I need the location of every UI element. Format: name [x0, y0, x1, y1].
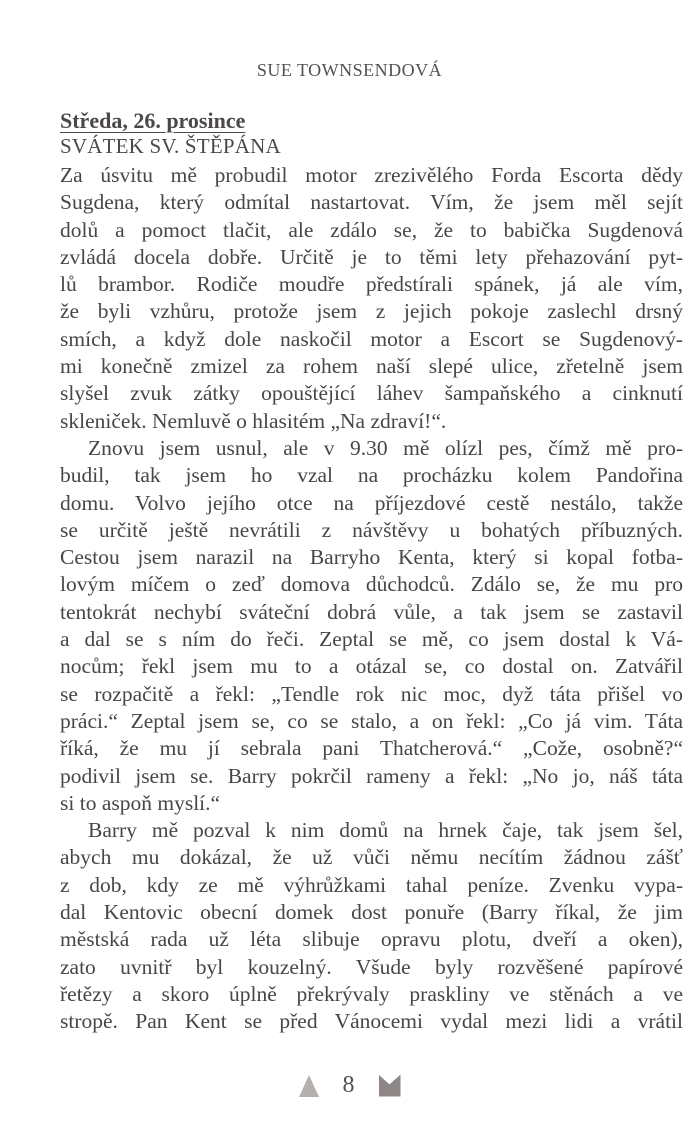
- text-line: stropě. Pan Kent se před Vánocemi vydal mezi lidi a vrátil: [60, 1009, 683, 1034]
- text-line: Za úsvitu mě probudil motor zrezivělého Forda Escorta dědy: [60, 163, 683, 187]
- diary-entry-date: Středa, 26. prosince: [60, 108, 246, 133]
- text-line: že byli vzhůru, protože jsem z jejich pokoje zaslechl drsný: [60, 299, 683, 324]
- text-line: lovým míčem o zeď domova důchodců. Zdálo se, že mu pro: [60, 572, 683, 597]
- text-line: Barry mě pozval k nim domů na hrnek čaje, tak jsem šel,: [88, 818, 683, 843]
- text-line: abych mu dokázal, že už vůči němu necítím žádnou zášť: [60, 845, 683, 870]
- text-line: říká, že mu jí sebrala pani Thatcherová.“ „Cože, osobně?“: [60, 736, 683, 761]
- text-line: městská rada už léta slibuje opravu plotu, dveří a oken),: [60, 927, 683, 952]
- text-line: zvládá docela dobře. Určitě je to těmi lety přehazování pyt-: [60, 244, 683, 269]
- text-line: skleniček. Nemluvě o hlasitém „Na zdraví!“.: [60, 408, 447, 433]
- text-line: řetězy a skoro úplně překrývaly praskliny ve stěnách a ve: [60, 981, 683, 1006]
- page-number: 8: [342, 1072, 355, 1098]
- text-line: budil, tak jsem ho vzal na procházku kolem Pandořina: [60, 463, 683, 488]
- text-line: dolů a pomoct tlačit, ale zdálo se, že to babička Sugdenová: [60, 217, 683, 242]
- text-line: dal Kentovic obecní domek dost ponuře (Barry říkal, že jim: [60, 900, 683, 925]
- text-line: mi konečně zmizel za rohem naší slepé ulice, zřetelně jsem: [60, 354, 683, 379]
- text-line: lů brambor. Rodiče moudře předstírali spánek, já ale vím,: [60, 272, 683, 297]
- text-line: smích, a když dole naskočil motor a Escort se Sugdenový-: [60, 326, 683, 351]
- text-line: Sugdena, který odmítal nastartovat. Vím, že jsem měl sejít: [60, 190, 683, 215]
- body-text: [60, 162, 683, 1036]
- text-line: domu. Volvo jejího otce na příjezdové cestě nestálo, takže: [60, 490, 683, 515]
- text-line: a dal se s ním do řeči. Zeptal se mě, co jsem dostal k Vá-: [60, 627, 683, 652]
- text-line: zato uvnitř byl kouzelný. Všude byly rozvěšené papírové: [60, 954, 683, 979]
- text-line: slyšel zvuk zátky opouštějící láhev šampaňského a cinknutí: [60, 381, 683, 406]
- diary-entry-subtitle: SVÁTEK SV. ŠTĚPÁNA: [60, 134, 281, 158]
- text-line: tentokrát nechybí sváteční dobrá vůle, a tak jsem se zastavil: [60, 599, 683, 624]
- publisher-logo-icon: [299, 1075, 319, 1097]
- text-line: z dob, kdy ze mě výhrůžkami tahal peníze. Zvenku vypa-: [60, 872, 683, 897]
- text-line: se rozpačitě a řekl: „Tendle rok nic moc, dyž táta přišel vo: [60, 681, 683, 706]
- page-footer: [0, 1072, 699, 1099]
- text-line: nocům; řekl jsem mu to a otázal se, co dostal on. Zatvářil: [60, 654, 683, 679]
- text-line: si to aspoň myslí.“: [60, 790, 221, 815]
- running-head: SUE TOWNSENDOVÁ: [256, 60, 443, 80]
- text-line: podivil jsem se. Barry pokrčil rameny a řekl: „No jo, náš táta: [60, 763, 683, 788]
- publisher-mark-icon: [379, 1075, 401, 1097]
- text-line: práci.“ Zeptal jsem se, co se stalo, a on řekl: „Co já vim. Táta: [60, 708, 683, 733]
- text-line: se určitě ještě nevrátili z návštěvy u bohatých příbuzných.: [60, 517, 683, 542]
- text-line: Znovu jsem usnul, ale v 9.30 mě olízl pes, čímž mě pro-: [88, 435, 683, 460]
- text-line: Cestou jsem narazil na Barryho Kenta, který si kopal fotba-: [60, 545, 683, 570]
